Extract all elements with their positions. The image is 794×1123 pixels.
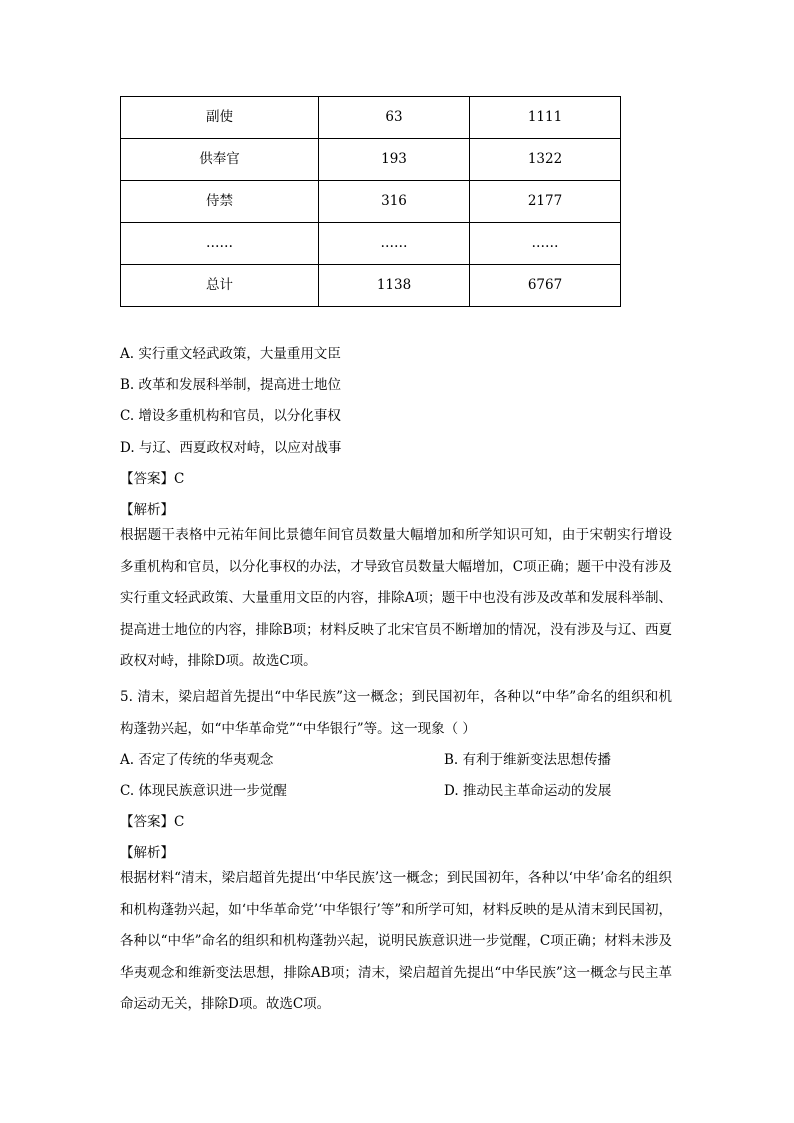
q5-option-d: D. 推动民主革命运动的发展: [444, 783, 612, 799]
table-cell: 总计: [121, 265, 319, 307]
table-cell: 侍禁: [121, 181, 319, 223]
table-cell: 2177: [470, 181, 621, 223]
table-row: [121, 97, 621, 139]
q5-stem: 5. 清末，梁启超首先提出“中华民族”这一概念；到民国初年，各种以“中华”命名的组织和机构蓬勃兴起，如“中华革命党”“中华银行”等。这一现象（ ）: [120, 689, 672, 737]
table-row: [121, 223, 621, 265]
table-cell: ……: [319, 223, 470, 265]
table-row: [121, 181, 621, 223]
q5-option-b: B. 有利于维新变法思想传播: [444, 752, 612, 768]
table-cell: 供奉官: [121, 139, 319, 181]
table-cell: 316: [319, 181, 470, 223]
q4-option-b: B. 改革和发展科举制，提高进士地位: [120, 377, 342, 393]
table-cell: 1138: [319, 265, 470, 307]
q4-option-c: C. 增设多重机构和官员，以分化事权: [120, 408, 341, 424]
table-cell: ……: [470, 223, 621, 265]
q4-analysis-text: 根据题干表格中元祐年间比景德年间官员数量大幅增加和所学知识可知，由于宋朝实行增设多重机构和官员，以分化事权的办法，才导致官员数量大幅增加，C项正确；题干中没有涉及实行重文轻武政策、大量重用文臣的内容，排除A项；题干中也没有涉及改革和发展科举制、提高进士地位的内容，排除B项；材料反映了北宋官员不断增加的情况，没有涉及与辽、西夏政权对峙，排除D项。故选C项。: [120, 527, 672, 669]
q5-analysis-label: 【解析】: [120, 845, 174, 861]
table-cell: 1322: [470, 139, 621, 181]
q5-analysis-text: 根据材料“清末，梁启超首先提出‘中华民族’这一概念；到民国初年，各种以‘中华’命名的组织和机构蓬勃兴起，如‘中华革命党’‘中华银行’等”和所学可知，材料反映的是从清末到民国初，各种以“中华”命名的组织和机构蓬勃兴起，说明民族意识进一步觉醒，C项正确；材料未涉及华夷观念和维新变法思想，排除AB项；清末，梁启超首先提出“中华民族”这一概念与民主革命运动无关，排除D项。故选C项。: [120, 870, 672, 1012]
q5-option-a: A. 否定了传统的华夷观念: [120, 752, 274, 768]
table-cell: ……: [121, 223, 319, 265]
table-body: [121, 97, 621, 307]
q4-answer: 【答案】C: [120, 471, 185, 487]
table-row: [121, 139, 621, 181]
table-cell: 63: [319, 97, 470, 139]
q5-answer: 【答案】C: [120, 814, 185, 830]
official-count-table: [120, 96, 621, 307]
table-cell: 6767: [470, 265, 621, 307]
table-cell: 193: [319, 139, 470, 181]
table-cell: 副使: [121, 97, 319, 139]
table-cell: 1111: [470, 97, 621, 139]
q5-option-c: C. 体现民族意识进一步觉醒: [120, 783, 287, 799]
table-row: [121, 265, 621, 307]
q4-option-a: A. 实行重文轻武政策，大量重用文臣: [120, 346, 341, 362]
q4-option-d: D. 与辽、西夏政权对峙，以应对战事: [120, 440, 342, 456]
q4-analysis-label: 【解析】: [120, 502, 174, 518]
